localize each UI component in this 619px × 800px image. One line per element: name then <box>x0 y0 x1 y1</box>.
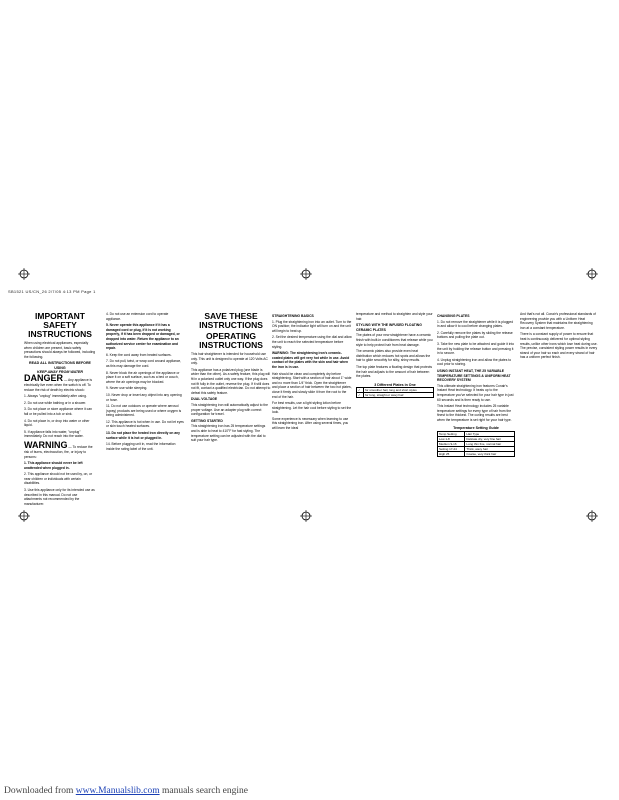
getting-started-heading: GETTING STARTED <box>191 418 223 423</box>
registration-mark-icon <box>18 510 30 522</box>
table-cell: Delicate dry, very fine hair <box>465 437 515 442</box>
changing-paragraph: 2. Carefully remove the plates by sliding the release buttons and pulling the plate out. <box>437 330 513 340</box>
safety-item: 10. Never drop or insert any object into any opening or hose. <box>106 392 182 402</box>
registration-mark-icon <box>586 268 598 280</box>
table-cell: Long thin fine, normal hair <box>465 442 515 447</box>
table-cell: Temp Setting <box>438 432 465 437</box>
warning-item: 2. This appliance should not be used by, on, or near children or individuals with certain disabilities. <box>24 472 93 486</box>
uniform-heat-paragraph: And that's not all. Conair's professional standards of engineering provide you with a Uniform Heat Recovery System that maintains the straightening iron at a constant temperature. <box>520 312 596 330</box>
safety-column-1 <box>24 312 96 508</box>
read-all-heading: READ ALL INSTRUCTIONS BEFORE USING <box>29 361 91 370</box>
footer-prefix: Downloaded from <box>4 786 76 796</box>
dual-voltage-heading: DUAL VOLTAGE <box>191 397 218 402</box>
basics-paragraph: For best results, use a light styling lotion before straightening. Let the hair cool before styling to set the look. <box>272 401 352 415</box>
basics-paragraph: Some experience is necessary when learning to use this straightening iron. After using several times, you will learn the ideal <box>272 416 349 431</box>
table-row <box>438 452 515 457</box>
table-cell: Medium 9-16 <box>438 442 465 447</box>
operating-title: OPERATING INSTRUCTIONS <box>199 331 263 350</box>
danger-item: 4. Do not place in, or drop into water or other liquid. <box>24 418 90 428</box>
warning-heading: WARNING <box>24 439 68 450</box>
footer-suffix: manuals search engine <box>159 786 248 796</box>
safety-intro: When using electrical appliances, especially when children are present, basic safety precautions should always be followed, including the following. <box>24 341 96 359</box>
instant-heat-paragraph: This ultimate straightening iron features Conair's Instant Heat technology. It heats up to the temperature you've selected for your hair type in just 60 seconds and is then ready to use. <box>437 383 514 402</box>
warning-text: — To reduce the risk of burns, electrocution, fire, or injury to persons: <box>24 444 93 459</box>
basics-column <box>272 312 352 433</box>
save-title: SAVE THESE INSTRUCTIONS <box>199 311 263 330</box>
plates-paragraph: temperature and method to straighten and style your hair. <box>356 312 433 321</box>
basics-paragraph: Hair should be clean and completely dry before straightening. Start with a section of hair about 1" wide and no more than 1/4" thick. Open the straightener and place a section of hair between the two hot plates, close it firmly and slowly slide it from the root to the end of the hair. <box>272 371 352 399</box>
table-cell: Hair Type <box>465 432 515 437</box>
registration-mark-icon <box>18 268 30 280</box>
table-cell: Low 1-8 <box>438 437 465 442</box>
safety-item: 9. Never use while sleeping. <box>106 386 148 391</box>
manualslib-link[interactable]: www.Manualslib.com <box>75 786 160 796</box>
safety-item: 4. Do not use an extension cord to operate appliance. <box>106 312 169 321</box>
registration-mark-icon <box>300 268 312 280</box>
getting-started-text: This straightening iron has 25 temperature settings and is able to heat to 410°F for fast styling. The temperature setting can be adjusted with the dial to suit your hair type. <box>191 424 266 443</box>
safety-title: IMPORTANT SAFETY INSTRUCTIONS <box>28 311 92 339</box>
danger-item: 2. Do not use while bathing or in a shower. <box>24 400 87 405</box>
operating-column <box>191 312 271 445</box>
changing-plates-heading: CHANGING PLATES <box>437 314 470 318</box>
basics-paragraph: 1. Plug the straightening iron into an outlet. Turn to the ON position; the indicator light will turn on and the unit will begin to heat up. <box>272 319 352 333</box>
warning-item: 3. Use this appliance only for its intended use as described in this manual. Do not use attachments not recommended by the manufacturer. <box>24 488 95 506</box>
keep-away-heading: KEEP AWAY FROM WATER <box>36 369 84 374</box>
safety-item: 11. Do not use outdoors or operate where aerosol (spray) products are being used or where oxygen is being administered. <box>106 404 182 418</box>
danger-item: 5. If appliance falls into water, "unplug" immediately. Do not reach into the water. <box>24 429 84 439</box>
temperature-guide-title: Temperature Setting Guide <box>453 426 499 431</box>
table-cell: Setting 17-24 <box>438 447 465 452</box>
check-icon: ✓ <box>357 388 364 393</box>
plates-paragraph: The top plate features a floating design that protects the hair and adjusts to the amount of hair between the plates. <box>356 364 433 379</box>
safety-item: 8. Never block the air openings of the appliance or place it on a soft surface, such as a bed or couch, where the air openings may be blocked. <box>106 370 180 384</box>
table-cell: Thick, wavy hair <box>465 447 515 452</box>
operating-paragraph: This appliance has a polarized plug (one blade is wider than the other). As a safety feature, this plug will fit in a polarized outlet only one way. If the plug does not fit fully in the outlet, reverse the plug. If it still does not fit, contact a qualified electrician. Do not attempt to defeat this safety feature. <box>191 367 271 395</box>
plates-column <box>356 312 434 398</box>
dual-voltage-text: This straightening iron will automatically adjust to the proper voltage. Use an adapter plug with correct configuration for travel. <box>191 402 268 417</box>
plates-paragraph: The plates of your new straightener have a ceramic finish with built-in conditioners that release while you style to help protect hair from heat damage. <box>356 333 433 347</box>
plates-paragraph: The ceramic plates also provide even heat distribution which reduces hot spots and allows the hair to glide smoothly for silky, shiny results. <box>356 349 431 363</box>
table-cell: for smoother hair, long and short styles <box>364 388 434 393</box>
danger-item: 1. Always "unplug" immediately after using. <box>24 394 87 399</box>
basics-warning: WARNING: The straightening iron's ceramic-coated plates will get very hot while in use. Avoid contact of the plates with the skin and hair when the iron is in use. <box>272 351 350 369</box>
instant-heat-paragraph: This Instant Heat technology includes 25 variable temperature settings for every type of hair from the finest to the thickest. The curling results are best when the temperature is set right for your hair type. <box>437 404 512 422</box>
danger-text: — Any appliance is electrically live even when the switch is off. To reduce the risk of death by electric shock: <box>24 377 92 392</box>
check-icon: ✓ <box>357 393 364 398</box>
registration-mark-icon <box>300 510 312 522</box>
table-cell: Coarse, very thick hair <box>465 452 515 457</box>
registration-mark-icon <box>586 510 598 522</box>
safety-item: 7. Do not pull, twist, or wrap cord around appliance, as this may damage the cord. <box>106 359 182 368</box>
uniform-heat-column <box>520 312 598 362</box>
danger-item: 3. Do not place or store appliance where it can fall or be pulled into a tub or sink. <box>24 407 92 416</box>
warning-item: 1. This appliance should never be left unattended when plugged in. <box>24 461 83 470</box>
safety-item: 12. This appliance is hot when in use. Do not let eyes or skin touch heated surfaces. <box>106 419 184 429</box>
download-footer <box>4 786 248 796</box>
instant-heat-heading: USING INSTANT HEAT, THE 25 VARIABLE TEMPERATURE SETTINGS & UNIFORM HEAT RECOVERY SYSTEM <box>437 368 511 383</box>
plates-table <box>356 387 434 398</box>
print-header: SB1521 US/CN_26 2/7/05 4:13 PM Page 1 <box>8 289 96 294</box>
plates-heading: STYLING WITH THE INFUSED FLOATING CERAMIC PLATES <box>356 323 422 332</box>
safety-item: 5. Never operate this appliance if it has a damaged cord or plug, if it is not working properly, if it has been dropped or damaged, or dropped into water. Return the appliance to an authorized service center for examination and repair. <box>106 323 180 351</box>
plates-table-title: 3 Different Plates in One <box>374 382 416 387</box>
safety-item: 13. Do not place the heated iron directly on any surface while it is hot or plugged in. <box>106 431 181 440</box>
safety-item: 6. Keep the cord away from heated surfaces. <box>106 352 172 357</box>
danger-heading: DANGER <box>24 372 64 383</box>
changing-paragraph: 4. Unplug straightening iron and allow the plates to cool prior to storing. <box>437 357 512 367</box>
uniform-heat-paragraph: There is a constant supply of power to ensure that heat is continuously delivered for optimal styling results, unlike other irons which lose heat during use. The precise, consistent styling power results in every strand of your hair so each and every strand of hair has a uniform perfect finish. <box>520 332 598 360</box>
basics-paragraph: 2. Set the desired temperature using the dial and allow the unit to reach the selected temperature before styling. <box>272 335 352 349</box>
table-cell: High 25 <box>438 452 465 457</box>
temperature-table <box>437 431 515 457</box>
table-cell: for long, straight or wavy hair <box>364 393 434 398</box>
safety-column-2 <box>106 312 184 453</box>
table-row <box>357 393 434 398</box>
changing-paragraph: 1. Do not remove the straightener while it is plugged in and allow it to cool before changing plates. <box>437 319 514 329</box>
changing-plates-column <box>437 312 515 457</box>
changing-paragraph: 3. Take the new plate to be attached and guide it into the unit by holding the release button and pressing it in to secure. <box>437 341 515 356</box>
operating-paragraph: This hair straightener is intended for household use only. This unit is designed to operate at 120 Volts AC only. <box>191 352 268 366</box>
basics-heading: STRAIGHTENING BASICS <box>272 314 314 318</box>
safety-item: 14. Before plugging unit in, read the information inside the rating label of the unit. <box>106 442 176 451</box>
